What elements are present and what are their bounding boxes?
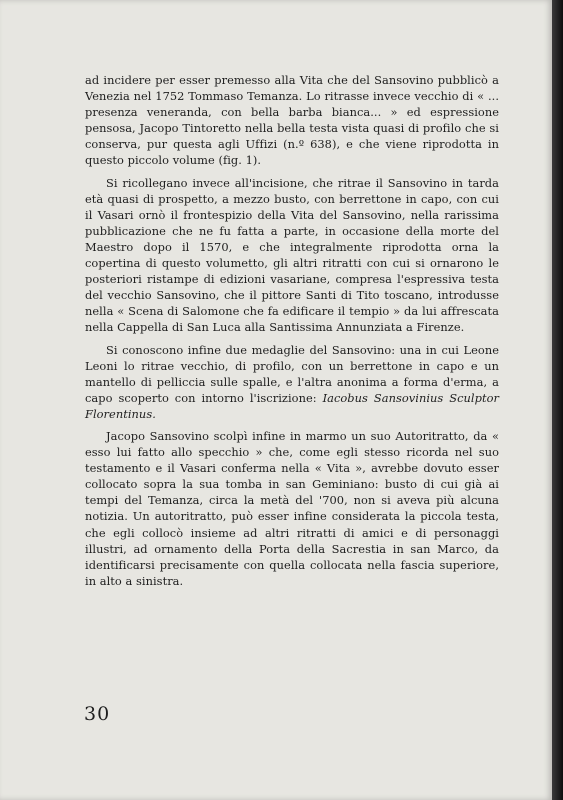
- body-text: [85, 72, 499, 595]
- paragraph-2: Si ricollegano invece all'incisione, che ritrae il Sansovino in tarda età quasi di prospetto, a mezzo busto, con berrettone in capo, con cui il Vasari ornò il frontespizio della Vita del Sansovino, nella rarissima pubblicazione che ne fu fatta a parte, in occasione della morte del Maestro dopo il 1570, e che integralmente riprodotta orna la copertina di questo volumetto, gli altri ritratti con cui si ornarono le posteriori ristampe di edizioni vasariane, compresa l'espressiva testa del vecchio Sansovino, che il pittore Santi di Tito toscano, introdusse nella « Scena di Salomone che fa edificare il tempio » da lui affrescata nella Cappella di San Luca alla Santissima Annunziata a Firenze.: [85, 175, 499, 335]
- paragraph-3-text: Si conoscono infine due medaglie del Sansovino: una in cui Leone Leoni lo ritrae vecchio, di profilo, con un berrettone in capo e un mantello di pelliccia sulle spalle, e l'altra anonima a forma d'erma, a capo scoperto con intorno l'iscrizione:: [85, 342, 499, 405]
- book-gutter-edge: [552, 0, 563, 800]
- page-number: 30: [84, 703, 111, 725]
- paragraph-3: [85, 342, 499, 422]
- inscription-text: Iacobus Sansovinius Sculptor Florentinus.: [85, 390, 499, 421]
- paragraph-4: Jacopo Sansovino scolpì infine in marmo un suo Autoritratto, da « esso lui fatto allo specchio » che, come egli stesso ricorda nel suo testamento e il Vasari conferma nella « Vita », avrebbe dovuto esser collocato sopra la sua tomba in san Geminiano: busto di cui già ai tempi del Temanza, circa la metà del '700, non si aveva più alcuna notizia. Un autoritratto, può esser infine considerata la piccola testa, che egli collocò insieme ad altri ritratti di amici e di personaggi illustri, ad ornamento della Porta della Sacrestia in san Marco, da identificarsi precisamente con quella collocata nella fascia superiore, in alto a sinistra.: [85, 428, 499, 588]
- paragraph-1: ad incidere per esser premesso alla Vita che del Sansovino pubblicò a Venezia nel 1752 Tommaso Temanza. Lo ritrasse invece vecchio di « ... presenza veneranda, con bella barba bianca... » ed espressione pensosa, Jacopo Tintoretto nella bella testa vista quasi di profilo che si conserva, pur questa agli Uffizi (n.º 638), e che viene riprodotta in questo piccolo volume (fig. 1).: [85, 73, 499, 168]
